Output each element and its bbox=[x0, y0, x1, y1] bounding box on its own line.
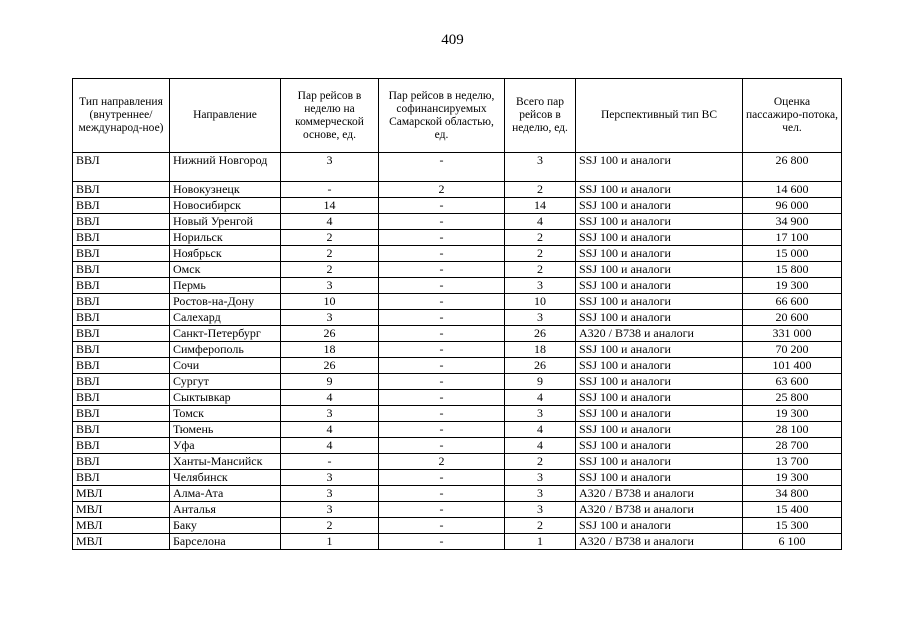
cell-total: 9 bbox=[505, 374, 576, 390]
cell-type: ВВЛ bbox=[73, 262, 170, 278]
cell-aircraft: SSJ 100 и аналоги bbox=[576, 374, 743, 390]
table-row bbox=[73, 310, 842, 326]
cell-commercial: 10 bbox=[281, 294, 379, 310]
table-header-row bbox=[73, 79, 842, 153]
table-row bbox=[73, 390, 842, 406]
cell-total: 4 bbox=[505, 438, 576, 454]
cell-type: ВВЛ bbox=[73, 278, 170, 294]
cell-aircraft: A320 / B738 и аналоги bbox=[576, 326, 743, 342]
cell-type: ВВЛ bbox=[73, 214, 170, 230]
cell-cofinanced: - bbox=[379, 294, 505, 310]
cell-direction: Новокузнецк bbox=[170, 182, 281, 198]
cell-aircraft: SSJ 100 и аналоги bbox=[576, 262, 743, 278]
cell-passengers: 15 300 bbox=[743, 518, 842, 534]
cell-aircraft: SSJ 100 и аналоги bbox=[576, 438, 743, 454]
cell-direction: Уфа bbox=[170, 438, 281, 454]
cell-total: 3 bbox=[505, 153, 576, 182]
cell-commercial: 3 bbox=[281, 406, 379, 422]
table-row bbox=[73, 214, 842, 230]
cell-total: 3 bbox=[505, 278, 576, 294]
cell-total: 3 bbox=[505, 310, 576, 326]
cell-cofinanced: - bbox=[379, 422, 505, 438]
table-row bbox=[73, 198, 842, 214]
cell-cofinanced: 2 bbox=[379, 182, 505, 198]
cell-type: ВВЛ bbox=[73, 342, 170, 358]
cell-type: ВВЛ bbox=[73, 438, 170, 454]
table-row bbox=[73, 342, 842, 358]
cell-total: 3 bbox=[505, 502, 576, 518]
cell-total: 26 bbox=[505, 326, 576, 342]
header-type: Тип направления (внутреннее/ международ-ное) bbox=[73, 79, 170, 153]
cell-commercial: 18 bbox=[281, 342, 379, 358]
cell-aircraft: SSJ 100 и аналоги bbox=[576, 342, 743, 358]
cell-cofinanced: - bbox=[379, 518, 505, 534]
cell-cofinanced: - bbox=[379, 502, 505, 518]
cell-passengers: 63 600 bbox=[743, 374, 842, 390]
table-row bbox=[73, 262, 842, 278]
cell-direction: Баку bbox=[170, 518, 281, 534]
cell-passengers: 34 900 bbox=[743, 214, 842, 230]
cell-cofinanced: - bbox=[379, 246, 505, 262]
page-number: 409 bbox=[441, 32, 464, 48]
cell-aircraft: A320 / B738 и аналоги bbox=[576, 486, 743, 502]
cell-type: ВВЛ bbox=[73, 470, 170, 486]
cell-direction: Сыктывкар bbox=[170, 390, 281, 406]
cell-direction: Симферополь bbox=[170, 342, 281, 358]
cell-type: ВВЛ bbox=[73, 310, 170, 326]
cell-cofinanced: - bbox=[379, 230, 505, 246]
cell-cofinanced: - bbox=[379, 198, 505, 214]
cell-passengers: 26 800 bbox=[743, 153, 842, 182]
cell-aircraft: SSJ 100 и аналоги bbox=[576, 406, 743, 422]
cell-total: 2 bbox=[505, 262, 576, 278]
cell-type: ВВЛ bbox=[73, 422, 170, 438]
cell-type: ВВЛ bbox=[73, 153, 170, 182]
cell-total: 1 bbox=[505, 534, 576, 550]
cell-commercial: 26 bbox=[281, 358, 379, 374]
header-aircraft: Перспективный тип ВС bbox=[576, 79, 743, 153]
cell-total: 2 bbox=[505, 454, 576, 470]
cell-direction: Томск bbox=[170, 406, 281, 422]
cell-passengers: 15 800 bbox=[743, 262, 842, 278]
cell-type: ВВЛ bbox=[73, 326, 170, 342]
cell-commercial: 3 bbox=[281, 153, 379, 182]
header-direction: Направление bbox=[170, 79, 281, 153]
table-row bbox=[73, 153, 842, 182]
cell-cofinanced: - bbox=[379, 470, 505, 486]
cell-type: ВВЛ bbox=[73, 230, 170, 246]
cell-direction: Сочи bbox=[170, 358, 281, 374]
cell-total: 3 bbox=[505, 486, 576, 502]
table-row bbox=[73, 374, 842, 390]
cell-total: 18 bbox=[505, 342, 576, 358]
cell-total: 4 bbox=[505, 214, 576, 230]
cell-passengers: 66 600 bbox=[743, 294, 842, 310]
cell-direction: Новосибирск bbox=[170, 198, 281, 214]
cell-commercial: 2 bbox=[281, 246, 379, 262]
cell-aircraft: SSJ 100 и аналоги bbox=[576, 470, 743, 486]
cell-aircraft: SSJ 100 и аналоги bbox=[576, 358, 743, 374]
cell-cofinanced: - bbox=[379, 326, 505, 342]
cell-direction: Нижний Новгород bbox=[170, 153, 281, 182]
cell-passengers: 17 100 bbox=[743, 230, 842, 246]
cell-aircraft: SSJ 100 и аналоги bbox=[576, 182, 743, 198]
cell-cofinanced: - bbox=[379, 214, 505, 230]
cell-aircraft: SSJ 100 и аналоги bbox=[576, 454, 743, 470]
routes-table-body bbox=[73, 153, 842, 550]
cell-total: 3 bbox=[505, 406, 576, 422]
cell-aircraft: SSJ 100 и аналоги bbox=[576, 214, 743, 230]
cell-type: ВВЛ bbox=[73, 198, 170, 214]
cell-commercial: 4 bbox=[281, 390, 379, 406]
cell-type: МВЛ bbox=[73, 518, 170, 534]
cell-total: 26 bbox=[505, 358, 576, 374]
cell-commercial: 26 bbox=[281, 326, 379, 342]
cell-aircraft: A320 / B738 и аналоги bbox=[576, 502, 743, 518]
cell-direction: Новый Уренгой bbox=[170, 214, 281, 230]
cell-direction: Сургут bbox=[170, 374, 281, 390]
cell-aircraft: SSJ 100 и аналоги bbox=[576, 294, 743, 310]
cell-passengers: 96 000 bbox=[743, 198, 842, 214]
cell-passengers: 70 200 bbox=[743, 342, 842, 358]
cell-commercial: 4 bbox=[281, 214, 379, 230]
cell-cofinanced: - bbox=[379, 358, 505, 374]
cell-total: 14 bbox=[505, 198, 576, 214]
cell-direction: Барселона bbox=[170, 534, 281, 550]
cell-commercial: 4 bbox=[281, 422, 379, 438]
cell-type: ВВЛ bbox=[73, 358, 170, 374]
cell-cofinanced: - bbox=[379, 534, 505, 550]
cell-direction: Анталья bbox=[170, 502, 281, 518]
cell-type: ВВЛ bbox=[73, 246, 170, 262]
table-row bbox=[73, 182, 842, 198]
cell-cofinanced: - bbox=[379, 438, 505, 454]
cell-commercial: 3 bbox=[281, 310, 379, 326]
cell-commercial: 3 bbox=[281, 486, 379, 502]
cell-cofinanced: - bbox=[379, 390, 505, 406]
cell-passengers: 14 600 bbox=[743, 182, 842, 198]
cell-total: 2 bbox=[505, 182, 576, 198]
cell-direction: Алма-Ата bbox=[170, 486, 281, 502]
cell-commercial: 3 bbox=[281, 470, 379, 486]
cell-total: 3 bbox=[505, 470, 576, 486]
table-row bbox=[73, 470, 842, 486]
table-row bbox=[73, 406, 842, 422]
cell-commercial: - bbox=[281, 454, 379, 470]
cell-cofinanced: - bbox=[379, 486, 505, 502]
cell-cofinanced: - bbox=[379, 278, 505, 294]
cell-type: ВВЛ bbox=[73, 374, 170, 390]
cell-commercial: - bbox=[281, 182, 379, 198]
cell-direction: Салехард bbox=[170, 310, 281, 326]
header-total: Всего пар рейсов в неделю, ед. bbox=[505, 79, 576, 153]
cell-aircraft: SSJ 100 и аналоги bbox=[576, 246, 743, 262]
cell-total: 2 bbox=[505, 230, 576, 246]
cell-passengers: 28 700 bbox=[743, 438, 842, 454]
cell-direction: Ноябрьск bbox=[170, 246, 281, 262]
cell-type: ВВЛ bbox=[73, 294, 170, 310]
cell-total: 4 bbox=[505, 422, 576, 438]
cell-aircraft: SSJ 100 и аналоги bbox=[576, 518, 743, 534]
cell-passengers: 28 100 bbox=[743, 422, 842, 438]
cell-commercial: 1 bbox=[281, 534, 379, 550]
cell-cofinanced: - bbox=[379, 310, 505, 326]
table-row bbox=[73, 326, 842, 342]
cell-direction: Ростов-на-Дону bbox=[170, 294, 281, 310]
table-row bbox=[73, 246, 842, 262]
cell-cofinanced: 2 bbox=[379, 454, 505, 470]
cell-commercial: 2 bbox=[281, 262, 379, 278]
cell-direction: Пермь bbox=[170, 278, 281, 294]
cell-direction: Омск bbox=[170, 262, 281, 278]
cell-aircraft: SSJ 100 и аналоги bbox=[576, 153, 743, 182]
cell-passengers: 15 400 bbox=[743, 502, 842, 518]
cell-aircraft: SSJ 100 и аналоги bbox=[576, 310, 743, 326]
cell-total: 2 bbox=[505, 246, 576, 262]
cell-passengers: 13 700 bbox=[743, 454, 842, 470]
cell-cofinanced: - bbox=[379, 374, 505, 390]
cell-passengers: 15 000 bbox=[743, 246, 842, 262]
cell-type: ВВЛ bbox=[73, 390, 170, 406]
cell-aircraft: SSJ 100 и аналоги bbox=[576, 230, 743, 246]
cell-passengers: 19 300 bbox=[743, 406, 842, 422]
table-row bbox=[73, 502, 842, 518]
cell-passengers: 20 600 bbox=[743, 310, 842, 326]
cell-direction: Санкт-Петербург bbox=[170, 326, 281, 342]
table-row bbox=[73, 278, 842, 294]
cell-commercial: 3 bbox=[281, 502, 379, 518]
table-row bbox=[73, 422, 842, 438]
header-passengers: Оценка пассажиро-потока, чел. bbox=[743, 79, 842, 153]
cell-cofinanced: - bbox=[379, 342, 505, 358]
cell-passengers: 101 400 bbox=[743, 358, 842, 374]
cell-direction: Норильск bbox=[170, 230, 281, 246]
cell-commercial: 14 bbox=[281, 198, 379, 214]
table-row bbox=[73, 438, 842, 454]
cell-aircraft: SSJ 100 и аналоги bbox=[576, 422, 743, 438]
cell-type: ВВЛ bbox=[73, 454, 170, 470]
cell-aircraft: SSJ 100 и аналоги bbox=[576, 278, 743, 294]
cell-type: МВЛ bbox=[73, 486, 170, 502]
cell-type: МВЛ bbox=[73, 534, 170, 550]
cell-commercial: 2 bbox=[281, 230, 379, 246]
cell-cofinanced: - bbox=[379, 262, 505, 278]
cell-passengers: 25 800 bbox=[743, 390, 842, 406]
table-row bbox=[73, 230, 842, 246]
cell-commercial: 9 bbox=[281, 374, 379, 390]
cell-type: ВВЛ bbox=[73, 182, 170, 198]
table-row bbox=[73, 518, 842, 534]
cell-direction: Тюмень bbox=[170, 422, 281, 438]
header-commercial: Пар рейсов в неделю на коммерческой основе, ед. bbox=[281, 79, 379, 153]
cell-passengers: 34 800 bbox=[743, 486, 842, 502]
cell-direction: Ханты-Мансийск bbox=[170, 454, 281, 470]
cell-commercial: 2 bbox=[281, 518, 379, 534]
table-row bbox=[73, 294, 842, 310]
cell-total: 2 bbox=[505, 518, 576, 534]
cell-cofinanced: - bbox=[379, 406, 505, 422]
cell-total: 4 bbox=[505, 390, 576, 406]
cell-passengers: 331 000 bbox=[743, 326, 842, 342]
cell-passengers: 19 300 bbox=[743, 470, 842, 486]
cell-passengers: 6 100 bbox=[743, 534, 842, 550]
cell-type: ВВЛ bbox=[73, 406, 170, 422]
cell-passengers: 19 300 bbox=[743, 278, 842, 294]
cell-cofinanced: - bbox=[379, 153, 505, 182]
cell-commercial: 3 bbox=[281, 278, 379, 294]
table-row bbox=[73, 486, 842, 502]
table-row bbox=[73, 534, 842, 550]
cell-type: МВЛ bbox=[73, 502, 170, 518]
cell-commercial: 4 bbox=[281, 438, 379, 454]
cell-direction: Челябинск bbox=[170, 470, 281, 486]
header-cofinanced: Пар рейсов в неделю, софинансируемых Самарской областью, ед. bbox=[379, 79, 505, 153]
cell-aircraft: A320 / B738 и аналоги bbox=[576, 534, 743, 550]
cell-aircraft: SSJ 100 и аналоги bbox=[576, 390, 743, 406]
cell-aircraft: SSJ 100 и аналоги bbox=[576, 198, 743, 214]
cell-total: 10 bbox=[505, 294, 576, 310]
table-row bbox=[73, 358, 842, 374]
routes-table bbox=[72, 78, 842, 550]
table-row bbox=[73, 454, 842, 470]
